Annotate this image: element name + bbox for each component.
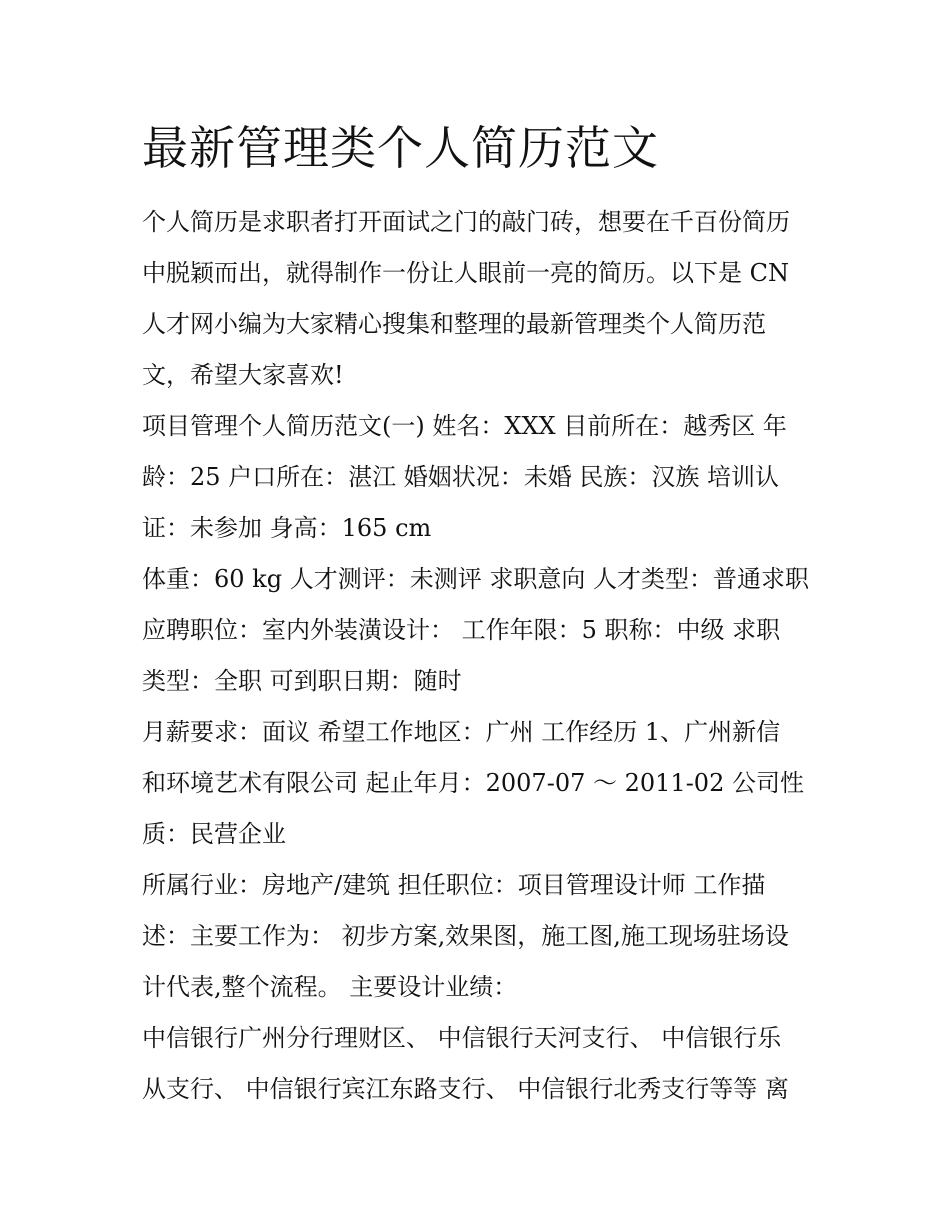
text-line: 项目管理个人简历范文(一) 姓名：XXX 目前所在：越秀区 年 [142, 412, 787, 440]
text-line: 中脱颖而出，就得制作一份让人眼前一亮的简历。以下是 CN [142, 259, 789, 287]
paragraph-job-intent [142, 554, 822, 707]
paragraph-intro [142, 197, 822, 401]
text-line: 和环境艺术有限公司 起止年月：2007-07 ～ 2011-02 公司性 [142, 769, 804, 797]
text-line: 从支行、 中信银行宾江东路支行、 中信银行北秀支行等等 离 [142, 1075, 789, 1103]
text-line: 类型：全职 可到职日期：随时 [142, 667, 462, 695]
paragraph-work-experience [142, 707, 822, 860]
document-body [142, 197, 822, 1115]
paragraph-personal-info [142, 401, 822, 554]
text-line: 体重：60 kg 人才测评：未测评 求职意向 人才类型：普通求职 [142, 565, 809, 593]
text-line: 龄：25 户口所在：湛江 婚姻状况：未婚 民族：汉族 培训认 [142, 463, 780, 491]
text-line: 证：未参加 身高：165 cm [142, 514, 432, 542]
text-line: 月薪要求：面议 希望工作地区：广州 工作经历 1、广州新信 [142, 718, 781, 746]
text-line: 计代表,整个流程。 主要设计业绩： [142, 973, 518, 1001]
text-line: 人才网小编为大家精心搜集和整理的最新管理类个人简历范 [142, 310, 766, 338]
text-line: 个人简历是求职者打开面试之门的敲门砖，想要在千百份简历 [142, 208, 790, 236]
text-line: 所属行业：房地产/建筑 担任职位：项目管理设计师 工作描 [142, 871, 766, 899]
text-line: 中信银行广州分行理财区、 中信银行天河支行、 中信银行乐 [142, 1024, 782, 1052]
paragraph-job-description [142, 860, 822, 1013]
text-line: 质：民营企业 [142, 820, 286, 848]
text-line: 述：主要工作为： 初步方案,效果图，施工图,施工现场驻场设 [142, 922, 789, 950]
paragraph-design-projects [142, 1013, 822, 1115]
document-title: 最新管理类个人简历范文 [142, 121, 659, 175]
text-line: 文，希望大家喜欢! [142, 361, 344, 389]
text-line: 应聘职位：室内外装潢设计： 工作年限：5 职称：中级 求职 [142, 616, 781, 644]
